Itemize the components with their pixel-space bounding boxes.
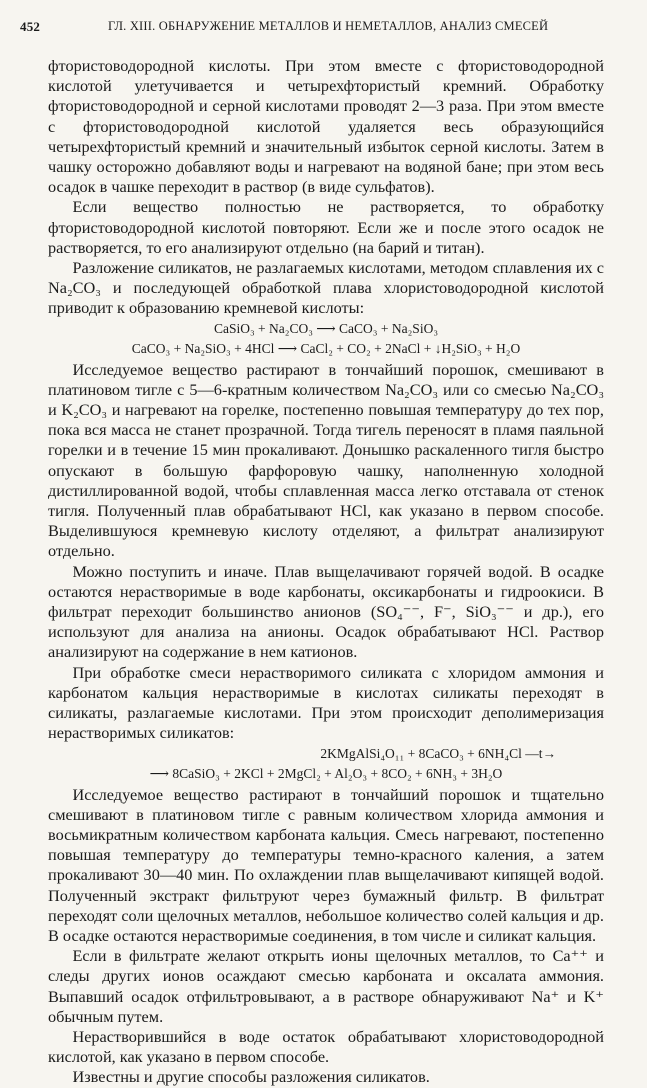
paragraph-2: Если вещество полностью не растворяется, то обработку фтористоводородной кислотой повторяют. Если же и после этого осадок не растворяется, то его анализируют отдельно (на барий и титан). (48, 197, 604, 257)
paragraph-10: Известны и другие способы разложения силикатов. (72, 1067, 430, 1087)
equation-1: CaSiO₃ + Na₂CO₃ ⟶ CaCO₃ + Na₂SiO₃ (213, 320, 439, 336)
paragraph-3: Разложение силикатов, не разлагаемых кислотами, методом сплавления их с Na₂CO₃ и последующей обработкой плава хлористоводородной кислотой приводит к образованию кремневой кислоты: (48, 258, 604, 318)
running-title: ГЛ. XIII. ОБНАРУЖЕНИЕ МЕТАЛЛОВ И НЕМЕТАЛЛОВ, АНАЛИЗ СМЕСЕЙ (108, 19, 549, 33)
page-header (20, 19, 617, 41)
paragraph-7: Исследуемое вещество растирают в тончайший порошок и тщательно смешивают в платиновом тигле с равным количеством хлорида аммония и восьмикратным количеством карбоната кальция. Смесь нагревают, постепенно повышая температуру до температуры темно-красного каления, а затем прокаливают 30—40 мин. По охлаждении плав выщелачивают кипящей водой. Полученный экстракт фильтруют через бумажный фильтр. В фильтрат переходят соли щелочных металлов, небольшое количество солей кальция и др. В осадке остаются нерастворимые соединения, в том числе и силикат кальция. (48, 784, 604, 945)
paragraph-8: Если в фильтрате желают открыть ионы щелочных металлов, то Ca⁺⁺ и следы других ионов осаждают смесью карбоната и оксалата аммония. Выпавший осадок отфильтровывают, а в растворе обнаруживают Na⁺ и K⁺ обычным путем. (48, 946, 604, 1026)
equation-4: ⟶ 8CaSiO₃ + 2KCl + 2MgCl₂ + Al₂O₃ + 8CO₂ + 6NH₃ + 3H₂O (149, 766, 503, 781)
paragraph-6: При обработке смеси нерастворимого силиката с хлоридом аммония и карбонатом кальция нерастворимые в кислотах силикаты переходят в силикаты, разлагаемые кислотами. При этом происходит деполимеризация нерастворимых силикатов: (48, 662, 604, 743)
page-number: 452 (20, 19, 41, 34)
paragraph-9: Нерастворившийся в воде остаток обрабатывают хлористоводородной кислотой, как указано в первом способе. (48, 1026, 604, 1067)
paragraph-5: Можно поступить и иначе. Плав выщелачивают горячей водой. В осадке остаются нерастворимые в воде карбонаты, оксикарбонаты и гидроокиси. В фильтрат переходит большинство анионов (SO₄⁻⁻, F⁻, SiO₃⁻⁻ и др.), его используют для анализа на анионы. Осадок обрабатывают HCl. Раствор анализируют на содержание в нем катионов. (48, 561, 604, 662)
page-body (48, 56, 604, 1088)
equation-3: 2KMgAlSi₄O₁₁ + 8CaCO₃ + 6NH₄Cl —t→ (320, 745, 556, 761)
paragraph-4: Исследуемое вещество растирают в тончайший порошок, смешивают в платиновом тигле с 5—6-кратным количеством Na₂CO₃ или со смесью Na₂CO₃ и K₂CO₃ и нагревают на горелке, постепенно повышая температуру до тех пор, пока вся масса не станет прозрачной. Тогда тигель переносят в пламя паяльной горелки и в течение 15 мин прокаливают. Донышко раскаленного тигля быстро опускают в большую фарфоровую чашку, наполненную холодной дистиллированной водой, чтобы сплавленная масса легко отставала от стенок тигля. Полученный плав обрабатывают HCl, как указано в первом способе. Выделившуюся кремневую кислоту отделяют, а фильтрат анализируют отдельно. (48, 359, 604, 561)
paragraph-1: фтористоводородной кислоты. При этом вместе с фтористоводородной кислотой улетучивается и четырехфтористый кремний. Обработку фтористоводородной и серной кислотами проводят 2—3 раза. При этом вместе с фтористоводородной кислотой удаляется весь образующийся четырехфтористый кремний и значительный избыток серной кислоты. Затем в чашку осторожно добавляют воды и нагревают на водяной бане; при этом весь осадок в чашке переходит в раствор (в виде сульфатов). (48, 56, 604, 197)
equation-2: CaCO₃ + Na₂SiO₃ + 4HCl ⟶ CaCl₂ + CO₂ + 2NaCl + ↓H₂SiO₃ + H₂O (131, 341, 521, 357)
